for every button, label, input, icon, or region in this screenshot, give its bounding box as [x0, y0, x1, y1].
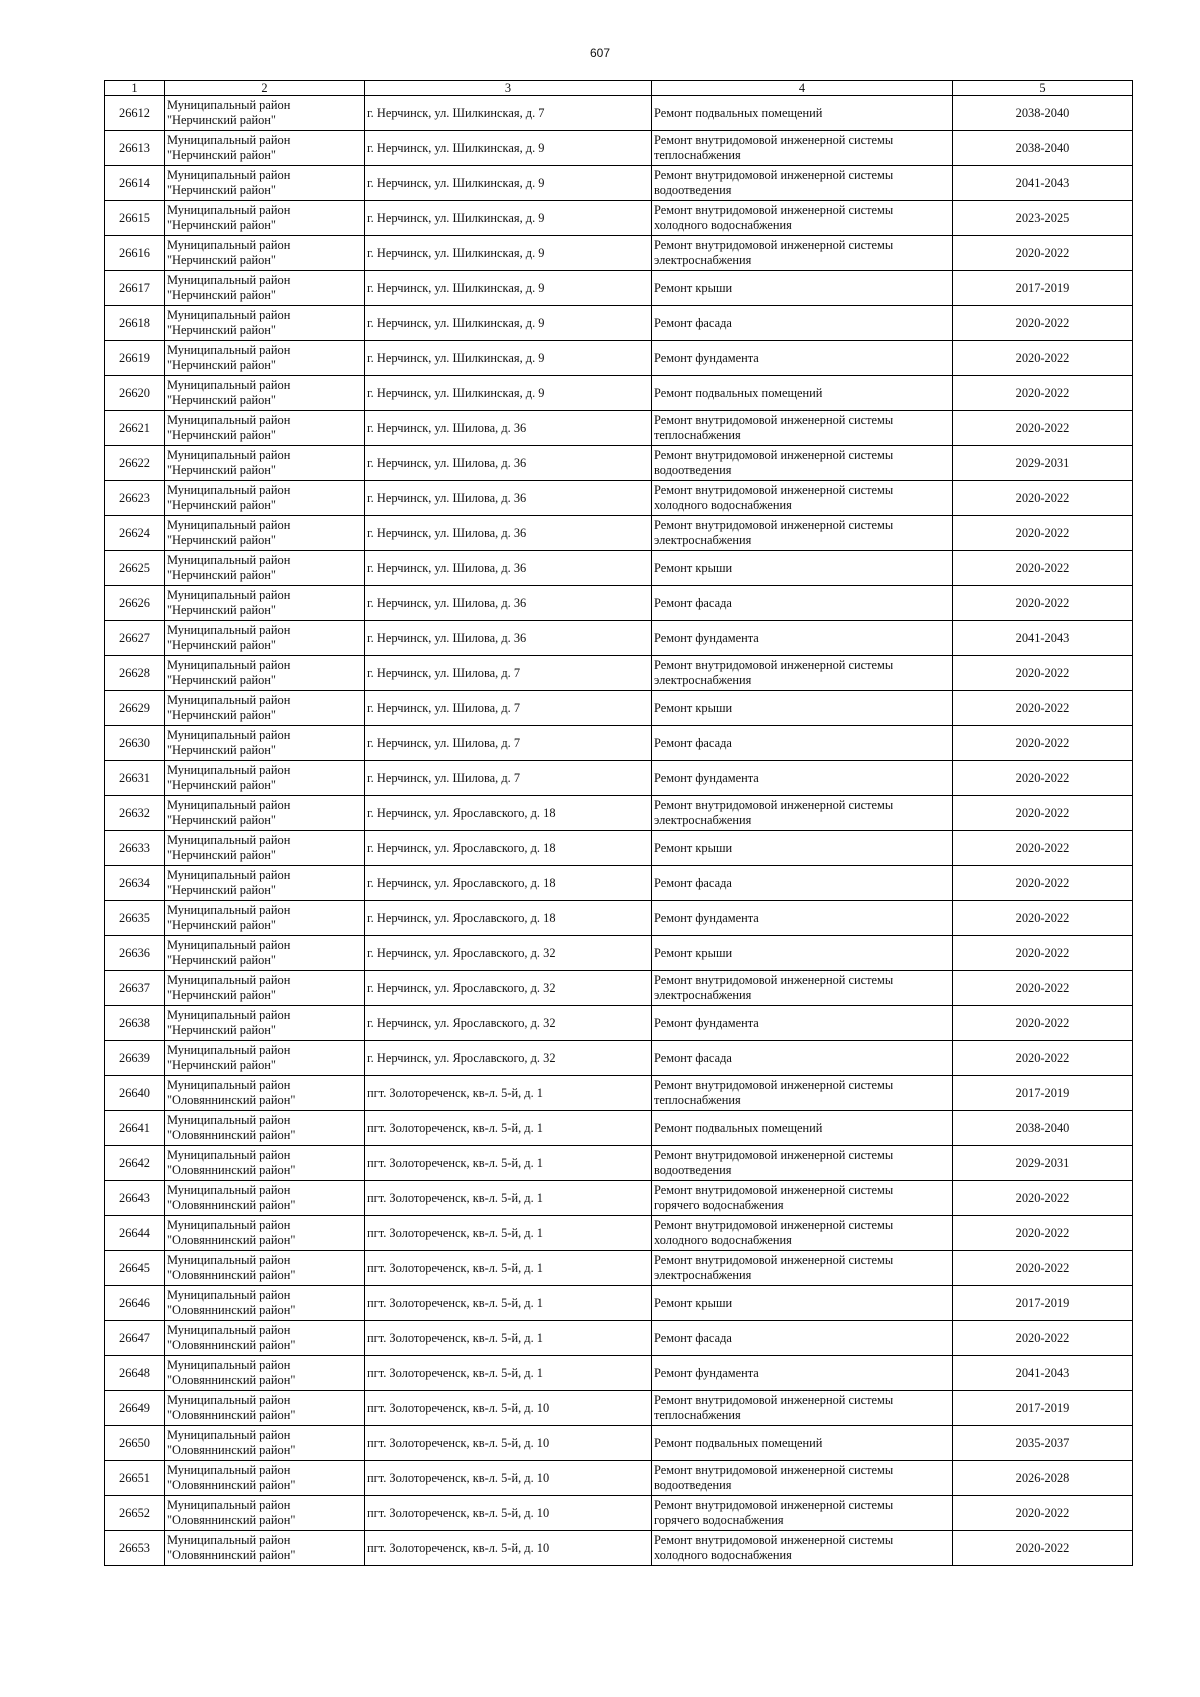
address-cell: пгт. Золотореченск, кв-л. 5-й, д. 1 [365, 1111, 652, 1146]
address-cell: г. Нерчинск, ул. Ярославского, д. 32 [365, 1006, 652, 1041]
address-cell: г. Нерчинск, ул. Шилова, д. 36 [365, 481, 652, 516]
work-type-cell: Ремонт фундамента [652, 761, 953, 796]
table-row [105, 936, 1133, 971]
period-cell: 2020-2022 [953, 306, 1133, 341]
header-row [105, 81, 1133, 96]
table-row [105, 901, 1133, 936]
table-row [105, 831, 1133, 866]
work-type-cell: Ремонт внутридомовой инженерной системы холодного водоснабжения [652, 481, 953, 516]
table-row [105, 1321, 1133, 1356]
municipality-cell: Муниципальный район "Оловяннинский район" [165, 1076, 365, 1111]
row-number: 26650 [105, 1426, 165, 1461]
period-cell: 2017-2019 [953, 1286, 1133, 1321]
work-type-cell: Ремонт фасада [652, 1321, 953, 1356]
municipality-cell: Муниципальный район "Нерчинский район" [165, 656, 365, 691]
work-type-cell: Ремонт внутридомовой инженерной системы теплоснабжения [652, 411, 953, 446]
municipality-cell: Муниципальный район "Нерчинский район" [165, 446, 365, 481]
table-row [105, 411, 1133, 446]
row-number: 26624 [105, 516, 165, 551]
municipality-cell: Муниципальный район "Нерчинский район" [165, 691, 365, 726]
table-row [105, 1041, 1133, 1076]
row-number: 26631 [105, 761, 165, 796]
work-type-cell: Ремонт внутридомовой инженерной системы электроснабжения [652, 971, 953, 1006]
row-number: 26647 [105, 1321, 165, 1356]
period-cell: 2020-2022 [953, 1496, 1133, 1531]
period-cell: 2020-2022 [953, 831, 1133, 866]
table-row [105, 866, 1133, 901]
row-number: 26635 [105, 901, 165, 936]
table-row [105, 761, 1133, 796]
period-cell: 2020-2022 [953, 726, 1133, 761]
table-row [105, 551, 1133, 586]
row-number: 26620 [105, 376, 165, 411]
address-cell: г. Нерчинск, ул. Ярославского, д. 18 [365, 831, 652, 866]
work-type-cell: Ремонт внутридомовой инженерной системы горячего водоснабжения [652, 1496, 953, 1531]
row-number: 26648 [105, 1356, 165, 1391]
work-type-cell: Ремонт внутридомовой инженерной системы водоотведения [652, 1146, 953, 1181]
municipality-cell: Муниципальный район "Нерчинский район" [165, 901, 365, 936]
row-number: 26640 [105, 1076, 165, 1111]
table-body [105, 96, 1133, 1566]
table-row [105, 1181, 1133, 1216]
period-cell: 2020-2022 [953, 1531, 1133, 1566]
row-number: 26621 [105, 411, 165, 446]
address-cell: пгт. Золотореченск, кв-л. 5-й, д. 1 [365, 1321, 652, 1356]
work-type-cell: Ремонт внутридомовой инженерной системы электроснабжения [652, 656, 953, 691]
municipality-cell: Муниципальный район "Нерчинский район" [165, 866, 365, 901]
table-row [105, 1006, 1133, 1041]
work-type-cell: Ремонт подвальных помещений [652, 1111, 953, 1146]
period-cell: 2017-2019 [953, 271, 1133, 306]
address-cell: г. Нерчинск, ул. Шилкинская, д. 9 [365, 341, 652, 376]
municipality-cell: Муниципальный район "Оловяннинский район" [165, 1111, 365, 1146]
row-number: 26627 [105, 621, 165, 656]
address-cell: г. Нерчинск, ул. Шилкинская, д. 9 [365, 271, 652, 306]
row-number: 26623 [105, 481, 165, 516]
municipality-cell: Муниципальный район "Оловяннинский район" [165, 1216, 365, 1251]
municipality-cell: Муниципальный район "Нерчинский район" [165, 761, 365, 796]
row-number: 26641 [105, 1111, 165, 1146]
row-number: 26651 [105, 1461, 165, 1496]
address-cell: пгт. Золотореченск, кв-л. 5-й, д. 1 [365, 1216, 652, 1251]
row-number: 26652 [105, 1496, 165, 1531]
column-header-2: 2 [165, 81, 365, 96]
work-type-cell: Ремонт крыши [652, 271, 953, 306]
work-type-cell: Ремонт фасада [652, 586, 953, 621]
row-number: 26626 [105, 586, 165, 621]
municipality-cell: Муниципальный район "Нерчинский район" [165, 831, 365, 866]
table-row [105, 1531, 1133, 1566]
municipality-cell: Муниципальный район "Нерчинский район" [165, 341, 365, 376]
address-cell: г. Нерчинск, ул. Шилова, д. 7 [365, 691, 652, 726]
table-row [105, 1216, 1133, 1251]
municipality-cell: Муниципальный район "Оловяннинский район" [165, 1461, 365, 1496]
municipality-cell: Муниципальный район "Нерчинский район" [165, 551, 365, 586]
address-cell: г. Нерчинск, ул. Шилкинская, д. 9 [365, 131, 652, 166]
row-number: 26617 [105, 271, 165, 306]
table-row [105, 1076, 1133, 1111]
period-cell: 2029-2031 [953, 446, 1133, 481]
period-cell: 2020-2022 [953, 1321, 1133, 1356]
municipality-cell: Муниципальный район "Оловяннинский район" [165, 1531, 365, 1566]
table-row [105, 96, 1133, 131]
address-cell: г. Нерчинск, ул. Ярославского, д. 18 [365, 866, 652, 901]
table-row [105, 1146, 1133, 1181]
address-cell: пгт. Золотореченск, кв-л. 5-й, д. 1 [365, 1286, 652, 1321]
column-header-3: 3 [365, 81, 652, 96]
table-row [105, 341, 1133, 376]
table-row [105, 656, 1133, 691]
work-type-cell: Ремонт фундамента [652, 1356, 953, 1391]
address-cell: г. Нерчинск, ул. Шилова, д. 36 [365, 516, 652, 551]
period-cell: 2038-2040 [953, 96, 1133, 131]
table-row [105, 516, 1133, 551]
period-cell: 2020-2022 [953, 551, 1133, 586]
period-cell: 2020-2022 [953, 341, 1133, 376]
municipality-cell: Муниципальный район "Нерчинский район" [165, 96, 365, 131]
work-type-cell: Ремонт внутридомовой инженерной системы водоотведения [652, 166, 953, 201]
period-cell: 2020-2022 [953, 1041, 1133, 1076]
work-type-cell: Ремонт внутридомовой инженерной системы электроснабжения [652, 516, 953, 551]
work-type-cell: Ремонт фундамента [652, 621, 953, 656]
address-cell: г. Нерчинск, ул. Шилкинская, д. 9 [365, 166, 652, 201]
municipality-cell: Муниципальный район "Нерчинский район" [165, 306, 365, 341]
table-row [105, 201, 1133, 236]
address-cell: г. Нерчинск, ул. Шилова, д. 7 [365, 761, 652, 796]
municipality-cell: Муниципальный район "Оловяннинский район" [165, 1181, 365, 1216]
row-number: 26629 [105, 691, 165, 726]
row-number: 26615 [105, 201, 165, 236]
work-type-cell: Ремонт внутридомовой инженерной системы горячего водоснабжения [652, 1181, 953, 1216]
address-cell: г. Нерчинск, ул. Ярославского, д. 32 [365, 1041, 652, 1076]
period-cell: 2020-2022 [953, 411, 1133, 446]
municipality-cell: Муниципальный район "Нерчинский район" [165, 376, 365, 411]
address-cell: г. Нерчинск, ул. Шилкинская, д. 7 [365, 96, 652, 131]
period-cell: 2020-2022 [953, 936, 1133, 971]
address-cell: г. Нерчинск, ул. Шилкинская, д. 9 [365, 236, 652, 271]
row-number: 26644 [105, 1216, 165, 1251]
address-cell: г. Нерчинск, ул. Ярославского, д. 18 [365, 796, 652, 831]
municipality-cell: Муниципальный район "Нерчинский район" [165, 411, 365, 446]
row-number: 26625 [105, 551, 165, 586]
municipality-cell: Муниципальный район "Оловяннинский район" [165, 1356, 365, 1391]
period-cell: 2041-2043 [953, 166, 1133, 201]
work-type-cell: Ремонт подвальных помещений [652, 1426, 953, 1461]
address-cell: пгт. Золотореченск, кв-л. 5-й, д. 1 [365, 1181, 652, 1216]
address-cell: г. Нерчинск, ул. Шилкинская, д. 9 [365, 376, 652, 411]
address-cell: г. Нерчинск, ул. Шилова, д. 36 [365, 586, 652, 621]
row-number: 26639 [105, 1041, 165, 1076]
work-type-cell: Ремонт внутридомовой инженерной системы водоотведения [652, 446, 953, 481]
work-type-cell: Ремонт внутридомовой инженерной системы теплоснабжения [652, 1391, 953, 1426]
municipality-cell: Муниципальный район "Оловяннинский район" [165, 1286, 365, 1321]
period-cell: 2023-2025 [953, 201, 1133, 236]
address-cell: пгт. Золотореченск, кв-л. 5-й, д. 1 [365, 1076, 652, 1111]
period-cell: 2020-2022 [953, 586, 1133, 621]
row-number: 26653 [105, 1531, 165, 1566]
period-cell: 2041-2043 [953, 621, 1133, 656]
address-cell: г. Нерчинск, ул. Шилова, д. 7 [365, 656, 652, 691]
period-cell: 2035-2037 [953, 1426, 1133, 1461]
address-cell: г. Нерчинск, ул. Ярославского, д. 32 [365, 936, 652, 971]
table-row [105, 1461, 1133, 1496]
period-cell: 2020-2022 [953, 971, 1133, 1006]
address-cell: г. Нерчинск, ул. Ярославского, д. 32 [365, 971, 652, 1006]
table-row [105, 691, 1133, 726]
period-cell: 2026-2028 [953, 1461, 1133, 1496]
period-cell: 2020-2022 [953, 656, 1133, 691]
row-number: 26649 [105, 1391, 165, 1426]
work-type-cell: Ремонт фасада [652, 1041, 953, 1076]
municipality-cell: Муниципальный район "Оловяннинский район" [165, 1391, 365, 1426]
row-number: 26630 [105, 726, 165, 761]
municipality-cell: Муниципальный район "Нерчинский район" [165, 1006, 365, 1041]
row-number: 26642 [105, 1146, 165, 1181]
table-row [105, 166, 1133, 201]
table-row [105, 1496, 1133, 1531]
work-type-cell: Ремонт внутридомовой инженерной системы холодного водоснабжения [652, 1531, 953, 1566]
row-number: 26616 [105, 236, 165, 271]
row-number: 26634 [105, 866, 165, 901]
work-type-cell: Ремонт крыши [652, 831, 953, 866]
address-cell: г. Нерчинск, ул. Шилова, д. 36 [365, 446, 652, 481]
work-type-cell: Ремонт фасада [652, 866, 953, 901]
municipality-cell: Муниципальный район "Оловяннинский район" [165, 1146, 365, 1181]
municipality-cell: Муниципальный район "Нерчинский район" [165, 796, 365, 831]
period-cell: 2020-2022 [953, 376, 1133, 411]
municipality-cell: Муниципальный район "Нерчинский район" [165, 971, 365, 1006]
municipality-cell: Муниципальный район "Оловяннинский район" [165, 1496, 365, 1531]
work-type-cell: Ремонт внутридомовой инженерной системы холодного водоснабжения [652, 201, 953, 236]
period-cell: 2041-2043 [953, 1356, 1133, 1391]
work-type-cell: Ремонт внутридомовой инженерной системы электроснабжения [652, 796, 953, 831]
address-cell: пгт. Золотореченск, кв-л. 5-й, д. 10 [365, 1531, 652, 1566]
period-cell: 2029-2031 [953, 1146, 1133, 1181]
column-header-4: 4 [652, 81, 953, 96]
row-number: 26636 [105, 936, 165, 971]
table-row [105, 306, 1133, 341]
row-number: 26622 [105, 446, 165, 481]
municipality-cell: Муниципальный район "Нерчинский район" [165, 1041, 365, 1076]
table-header [105, 81, 1133, 96]
work-type-cell: Ремонт фасада [652, 726, 953, 761]
period-cell: 2020-2022 [953, 516, 1133, 551]
address-cell: г. Нерчинск, ул. Ярославского, д. 18 [365, 901, 652, 936]
row-number: 26613 [105, 131, 165, 166]
address-cell: пгт. Золотореченск, кв-л. 5-й, д. 10 [365, 1496, 652, 1531]
municipality-cell: Муниципальный район "Оловяннинский район" [165, 1321, 365, 1356]
period-cell: 2020-2022 [953, 1006, 1133, 1041]
page-number: 607 [589, 46, 611, 60]
work-type-cell: Ремонт крыши [652, 691, 953, 726]
column-header-5: 5 [953, 81, 1133, 96]
municipality-cell: Муниципальный район "Оловяннинский район" [165, 1426, 365, 1461]
address-cell: пгт. Золотореченск, кв-л. 5-й, д. 1 [365, 1146, 652, 1181]
address-cell: пгт. Золотореченск, кв-л. 5-й, д. 1 [365, 1251, 652, 1286]
row-number: 26632 [105, 796, 165, 831]
work-type-cell: Ремонт крыши [652, 551, 953, 586]
table-row [105, 1356, 1133, 1391]
work-type-cell: Ремонт внутридомовой инженерной системы электроснабжения [652, 236, 953, 271]
work-type-cell: Ремонт внутридомовой инженерной системы водоотведения [652, 1461, 953, 1496]
municipality-cell: Муниципальный район "Оловяннинский район" [165, 1251, 365, 1286]
period-cell: 2020-2022 [953, 901, 1133, 936]
table-row [105, 131, 1133, 166]
municipality-cell: Муниципальный район "Нерчинский район" [165, 726, 365, 761]
period-cell: 2017-2019 [953, 1076, 1133, 1111]
address-cell: пгт. Золотореченск, кв-л. 5-й, д. 10 [365, 1391, 652, 1426]
address-cell: пгт. Золотореченск, кв-л. 5-й, д. 1 [365, 1356, 652, 1391]
period-cell: 2020-2022 [953, 796, 1133, 831]
municipality-cell: Муниципальный район "Нерчинский район" [165, 621, 365, 656]
work-type-cell: Ремонт внутридомовой инженерной системы холодного водоснабжения [652, 1216, 953, 1251]
work-type-cell: Ремонт фундамента [652, 901, 953, 936]
address-cell: г. Нерчинск, ул. Шилкинская, д. 9 [365, 201, 652, 236]
table-row [105, 796, 1133, 831]
table-row [105, 376, 1133, 411]
work-type-cell: Ремонт внутридомовой инженерной системы теплоснабжения [652, 131, 953, 166]
municipality-cell: Муниципальный район "Нерчинский район" [165, 271, 365, 306]
municipality-cell: Муниципальный район "Нерчинский район" [165, 516, 365, 551]
table-row [105, 236, 1133, 271]
table-row [105, 1251, 1133, 1286]
row-number: 26612 [105, 96, 165, 131]
address-cell: г. Нерчинск, ул. Шилова, д. 36 [365, 621, 652, 656]
repair-schedule-table [104, 80, 1133, 1566]
row-number: 26633 [105, 831, 165, 866]
table-row [105, 621, 1133, 656]
row-number: 26646 [105, 1286, 165, 1321]
municipality-cell: Муниципальный район "Нерчинский район" [165, 131, 365, 166]
work-type-cell: Ремонт подвальных помещений [652, 376, 953, 411]
address-cell: г. Нерчинск, ул. Шилова, д. 36 [365, 551, 652, 586]
work-type-cell: Ремонт крыши [652, 1286, 953, 1321]
row-number: 26618 [105, 306, 165, 341]
table-row [105, 1426, 1133, 1461]
period-cell: 2020-2022 [953, 866, 1133, 901]
municipality-cell: Муниципальный район "Нерчинский район" [165, 166, 365, 201]
row-number: 26637 [105, 971, 165, 1006]
work-type-cell: Ремонт крыши [652, 936, 953, 971]
municipality-cell: Муниципальный район "Нерчинский район" [165, 586, 365, 621]
row-number: 26628 [105, 656, 165, 691]
row-number: 26638 [105, 1006, 165, 1041]
work-type-cell: Ремонт фундамента [652, 1006, 953, 1041]
period-cell: 2020-2022 [953, 236, 1133, 271]
table-row [105, 586, 1133, 621]
row-number: 26614 [105, 166, 165, 201]
municipality-cell: Муниципальный район "Нерчинский район" [165, 936, 365, 971]
municipality-cell: Муниципальный район "Нерчинский район" [165, 236, 365, 271]
address-cell: г. Нерчинск, ул. Шилова, д. 36 [365, 411, 652, 446]
work-type-cell: Ремонт фасада [652, 306, 953, 341]
period-cell: 2020-2022 [953, 1216, 1133, 1251]
period-cell: 2038-2040 [953, 1111, 1133, 1146]
address-cell: г. Нерчинск, ул. Шилкинская, д. 9 [365, 306, 652, 341]
period-cell: 2038-2040 [953, 131, 1133, 166]
municipality-cell: Муниципальный район "Нерчинский район" [165, 201, 365, 236]
work-type-cell: Ремонт внутридомовой инженерной системы теплоснабжения [652, 1076, 953, 1111]
period-cell: 2020-2022 [953, 761, 1133, 796]
table-row [105, 726, 1133, 761]
work-type-cell: Ремонт внутридомовой инженерной системы электроснабжения [652, 1251, 953, 1286]
period-cell: 2020-2022 [953, 1181, 1133, 1216]
table-row [105, 1391, 1133, 1426]
table-row [105, 481, 1133, 516]
period-cell: 2017-2019 [953, 1391, 1133, 1426]
period-cell: 2020-2022 [953, 1251, 1133, 1286]
row-number: 26643 [105, 1181, 165, 1216]
address-cell: г. Нерчинск, ул. Шилова, д. 7 [365, 726, 652, 761]
row-number: 26645 [105, 1251, 165, 1286]
column-header-1: 1 [105, 81, 165, 96]
table-row [105, 271, 1133, 306]
work-type-cell: Ремонт подвальных помещений [652, 96, 953, 131]
work-type-cell: Ремонт фундамента [652, 341, 953, 376]
table-row [105, 446, 1133, 481]
table-row [105, 1286, 1133, 1321]
period-cell: 2020-2022 [953, 691, 1133, 726]
table-row [105, 1111, 1133, 1146]
row-number: 26619 [105, 341, 165, 376]
period-cell: 2020-2022 [953, 481, 1133, 516]
address-cell: пгт. Золотореченск, кв-л. 5-й, д. 10 [365, 1426, 652, 1461]
table-row [105, 971, 1133, 1006]
address-cell: пгт. Золотореченск, кв-л. 5-й, д. 10 [365, 1461, 652, 1496]
municipality-cell: Муниципальный район "Нерчинский район" [165, 481, 365, 516]
